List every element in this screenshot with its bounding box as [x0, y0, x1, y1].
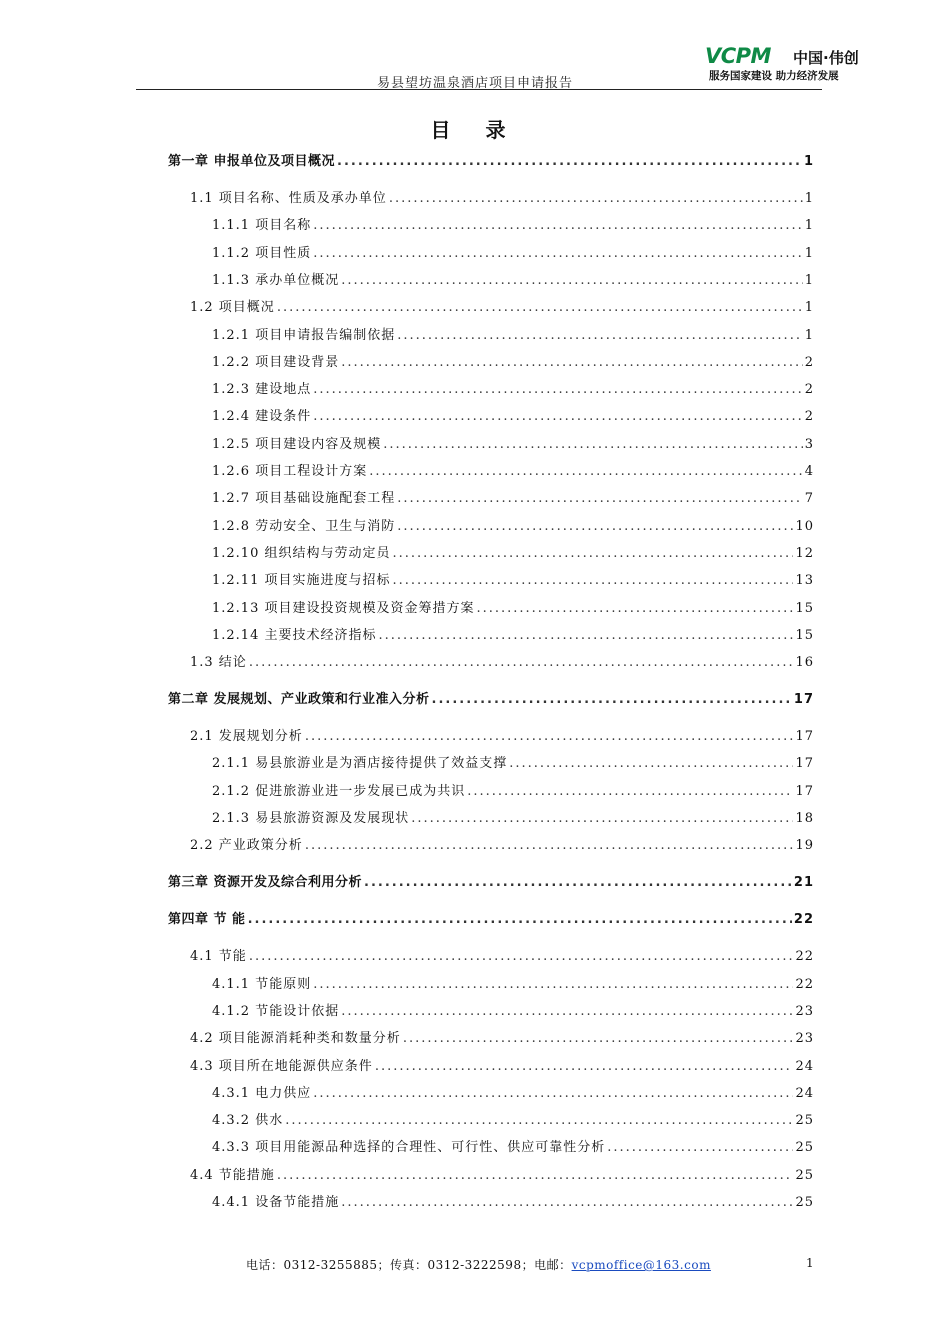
toc-entry-label: 1.2.3 建设地点	[212, 382, 312, 398]
toc-leader-dots	[392, 569, 793, 593]
toc-entry[interactable]	[168, 569, 814, 593]
toc-entry[interactable]	[168, 515, 814, 539]
toc-leader-dots	[248, 908, 792, 932]
toc-entry-label: 1.2 项目概况	[190, 300, 275, 316]
toc-entry-label: 1.2.10 组织结构与劳动定员	[212, 545, 391, 561]
toc-entry-page: 1	[804, 327, 814, 343]
toc-entry-page: 24	[795, 1085, 814, 1101]
toc-entry-label: 第一章 申报单位及项目概况	[168, 154, 336, 169]
toc-entry-page: 1	[804, 272, 814, 288]
footer-contact	[246, 1256, 711, 1273]
toc-entry-label: 4.3.2 供水	[212, 1113, 284, 1129]
toc-entry-label: 1.2.7 项目基础设施配套工程	[212, 491, 396, 507]
toc-entry[interactable]	[168, 780, 814, 804]
toc-entry[interactable]	[168, 487, 814, 511]
toc-entry-label: 4.4 节能措施	[190, 1167, 275, 1183]
toc-leader-dots	[313, 214, 803, 238]
toc-entry-page: 17	[795, 729, 814, 745]
toc-entry-page: 22	[795, 976, 814, 992]
toc-leader-dots	[432, 688, 792, 712]
toc-entry-page: 23	[795, 1003, 814, 1019]
toc-entry[interactable]	[168, 187, 814, 211]
toc-leader-dots	[305, 834, 794, 858]
toc-entry-page: 1	[803, 154, 814, 169]
toc-leader-dots	[397, 515, 793, 539]
toc-leader-dots	[369, 460, 803, 484]
toc-entry-label: 2.1.1 易县旅游业是为酒店接待提供了效益支撑	[212, 756, 508, 772]
toc-entry-label: 4.1 节能	[190, 949, 247, 965]
toc-entry-page: 17	[795, 756, 814, 772]
toc-entry-page: 25	[795, 1113, 814, 1129]
toc-entry-page: 7	[804, 491, 814, 507]
toc-leader-dots	[467, 780, 793, 804]
toc-entry-label: 第三章 资源开发及综合利用分析	[168, 875, 363, 891]
toc-entry-label: 1.2.1 项目申请报告编制依据	[212, 327, 396, 343]
toc-leader-dots	[383, 433, 803, 457]
toc-entry-page: 2	[804, 382, 814, 398]
toc-entry-label: 2.1.2 促进旅游业进一步发展已成为共识	[212, 783, 466, 799]
toc-leader-dots	[364, 871, 792, 895]
footer-email-link[interactable]: vcpmoffice@163.com	[571, 1258, 711, 1272]
company-logo	[705, 44, 885, 84]
toc-entry-label: 1.1.3 承办单位概况	[212, 272, 340, 288]
toc-entry-page: 15	[795, 600, 814, 616]
toc-leader-dots	[305, 725, 794, 749]
page-number: 1	[806, 1256, 814, 1270]
toc-entry-page: 1	[804, 245, 814, 261]
toc-entry-label: 4.3.1 电力供应	[212, 1085, 312, 1101]
toc-entry-label: 1.1 项目名称、性质及承办单位	[190, 191, 387, 206]
toc-entry-label: 1.2.5 项目建设内容及规模	[212, 436, 382, 452]
toc-leader-dots	[249, 945, 794, 969]
toc-entry-page: 25	[795, 1167, 814, 1183]
toc-leader-dots	[397, 324, 803, 348]
toc-leader-dots	[375, 1055, 794, 1079]
toc-leader-dots	[397, 487, 803, 511]
toc-entry[interactable]	[168, 460, 814, 484]
toc-leader-dots	[313, 1082, 793, 1106]
toc-entry-label: 1.2.8 劳动安全、卫生与消防	[212, 518, 396, 534]
toc-leader-dots	[337, 150, 802, 174]
toc-entry[interactable]	[168, 871, 814, 895]
toc-leader-dots	[313, 242, 803, 266]
toc-entry[interactable]	[168, 542, 814, 566]
toc-entry-page: 18	[795, 811, 814, 826]
toc-entry[interactable]	[168, 1191, 814, 1215]
toc-entry[interactable]	[168, 351, 814, 375]
toc-entry[interactable]	[168, 405, 814, 429]
toc-leader-dots	[313, 973, 793, 997]
toc-entry-page: 2	[804, 354, 814, 370]
toc-entry-label: 2.2 产业政策分析	[190, 838, 303, 854]
toc-entry-page: 10	[795, 518, 814, 534]
toc-title: 目 录	[430, 118, 520, 142]
toc-entry-page: 2	[804, 409, 814, 425]
toc-entry[interactable]	[168, 433, 814, 457]
toc-entry-page: 1	[804, 191, 814, 206]
toc-leader-dots	[313, 378, 803, 402]
toc-entry-label: 1.2.4 建设条件	[212, 409, 312, 425]
toc-leader-dots	[476, 597, 793, 621]
toc-entry-page: 21	[793, 875, 814, 891]
toc-entry-page: 16	[795, 655, 814, 671]
toc-leader-dots	[277, 296, 803, 320]
toc-entry[interactable]	[168, 1082, 814, 1106]
toc-entry[interactable]	[168, 1109, 814, 1133]
toc-entry[interactable]	[168, 324, 814, 348]
toc-entry-label: 1.2.14 主要技术经济指标	[212, 627, 377, 643]
toc-entry[interactable]	[168, 1164, 814, 1188]
toc-entry[interactable]	[168, 624, 814, 648]
toc-entry-label: 2.1 发展规划分析	[190, 729, 303, 745]
toc-entry[interactable]	[168, 973, 814, 997]
toc-entry-page: 12	[795, 545, 814, 561]
toc-leader-dots	[607, 1136, 793, 1160]
header-divider	[136, 89, 822, 90]
toc-leader-dots	[378, 624, 793, 648]
toc-entry[interactable]	[168, 378, 814, 402]
toc-entry[interactable]	[168, 1027, 814, 1051]
toc-entry-page: 1	[804, 218, 814, 234]
toc-entry[interactable]	[168, 1136, 814, 1160]
toc-leader-dots	[411, 807, 793, 831]
toc-entry-label: 4.3 项目所在地能源供应条件	[190, 1058, 373, 1074]
toc-leader-dots	[509, 752, 793, 776]
toc-entry-page: 15	[795, 627, 814, 643]
toc-entry[interactable]	[168, 834, 814, 858]
toc-leader-dots	[285, 1109, 793, 1133]
toc-entry-label: 4.2 项目能源消耗种类和数量分析	[190, 1031, 401, 1047]
toc-entry-page: 22	[793, 912, 814, 928]
logo-slogan: 服务国家建设 助力经济发展	[709, 70, 839, 82]
toc-entry-label: 1.2.13 项目建设投资规模及资金筹措方案	[212, 600, 475, 616]
toc-entry[interactable]	[168, 752, 814, 776]
toc-entry-page: 25	[795, 1140, 814, 1156]
toc-leader-dots	[313, 405, 803, 429]
toc-entry-label: 4.4.1 设备节能措施	[212, 1195, 340, 1210]
toc-entry[interactable]	[168, 1055, 814, 1079]
toc-leader-dots	[389, 187, 803, 211]
toc-entry[interactable]	[168, 597, 814, 621]
toc-entry-page: 3	[804, 436, 814, 452]
toc-entry-label: 2.1.3 易县旅游资源及发展现状	[212, 811, 410, 826]
toc-entry-page: 25	[795, 1195, 814, 1210]
toc-entry-label: 1.1.2 项目性质	[212, 245, 312, 261]
toc-leader-dots	[341, 1000, 793, 1024]
footer-contact-text: 电话：0312-3255885；传真：0312-3222598；电邮：	[246, 1258, 572, 1272]
toc-leader-dots	[341, 269, 803, 293]
toc-entry-label: 4.1.2 节能设计依据	[212, 1003, 340, 1019]
toc-entry[interactable]	[168, 242, 814, 266]
toc-leader-dots	[249, 651, 794, 675]
toc-entry[interactable]	[168, 688, 814, 712]
toc-entry-page: 17	[795, 783, 814, 799]
toc-leader-dots	[392, 542, 793, 566]
toc-entry[interactable]	[168, 1000, 814, 1024]
toc-entry-page: 1	[804, 300, 814, 316]
document-header-title: 易县望坊温泉酒店项目申请报告	[376, 76, 573, 91]
toc-entry-label: 1.3 结论	[190, 655, 247, 671]
toc-entry-label: 第四章 节 能	[168, 912, 246, 928]
toc-leader-dots	[403, 1027, 794, 1051]
toc-entry[interactable]	[168, 725, 814, 749]
toc-leader-dots	[341, 1191, 793, 1215]
toc-entry-label: 1.2.6 项目工程设计方案	[212, 464, 368, 479]
toc-leader-dots	[277, 1164, 794, 1188]
toc-entry-page: 23	[795, 1031, 814, 1047]
toc-leader-dots	[341, 351, 803, 375]
toc-entry[interactable]	[168, 651, 814, 675]
logo-mark: VCPM	[705, 44, 771, 68]
toc-entry-page: 13	[795, 573, 814, 589]
toc-entry-label: 1.2.11 项目实施进度与招标	[212, 573, 391, 589]
toc-entry[interactable]	[168, 908, 814, 932]
toc-entry[interactable]	[168, 150, 814, 174]
toc-entry-page: 19	[795, 838, 814, 854]
logo-company-name: 中国·伟创	[793, 49, 859, 67]
toc-entry-page: 24	[795, 1058, 814, 1074]
toc-entry-label: 1.2.2 项目建设背景	[212, 354, 340, 370]
toc-entry-page: 17	[793, 692, 814, 708]
toc-entry-label: 4.1.1 节能原则	[212, 976, 312, 992]
toc-entry[interactable]	[168, 807, 814, 831]
toc-entry[interactable]	[168, 214, 814, 238]
toc-entry-label: 第二章 发展规划、产业政策和行业准入分析	[168, 692, 430, 708]
toc-entry-label: 4.3.3 项目用能源品种选择的合理性、可行性、供应可靠性分析	[212, 1140, 606, 1156]
toc-entry[interactable]	[168, 296, 814, 320]
toc-entry-page: 4	[804, 464, 814, 479]
toc-entry-page: 22	[795, 949, 814, 965]
toc-entry[interactable]	[168, 269, 814, 293]
toc-entry[interactable]	[168, 945, 814, 969]
toc-entry-label: 1.1.1 项目名称	[212, 218, 312, 234]
